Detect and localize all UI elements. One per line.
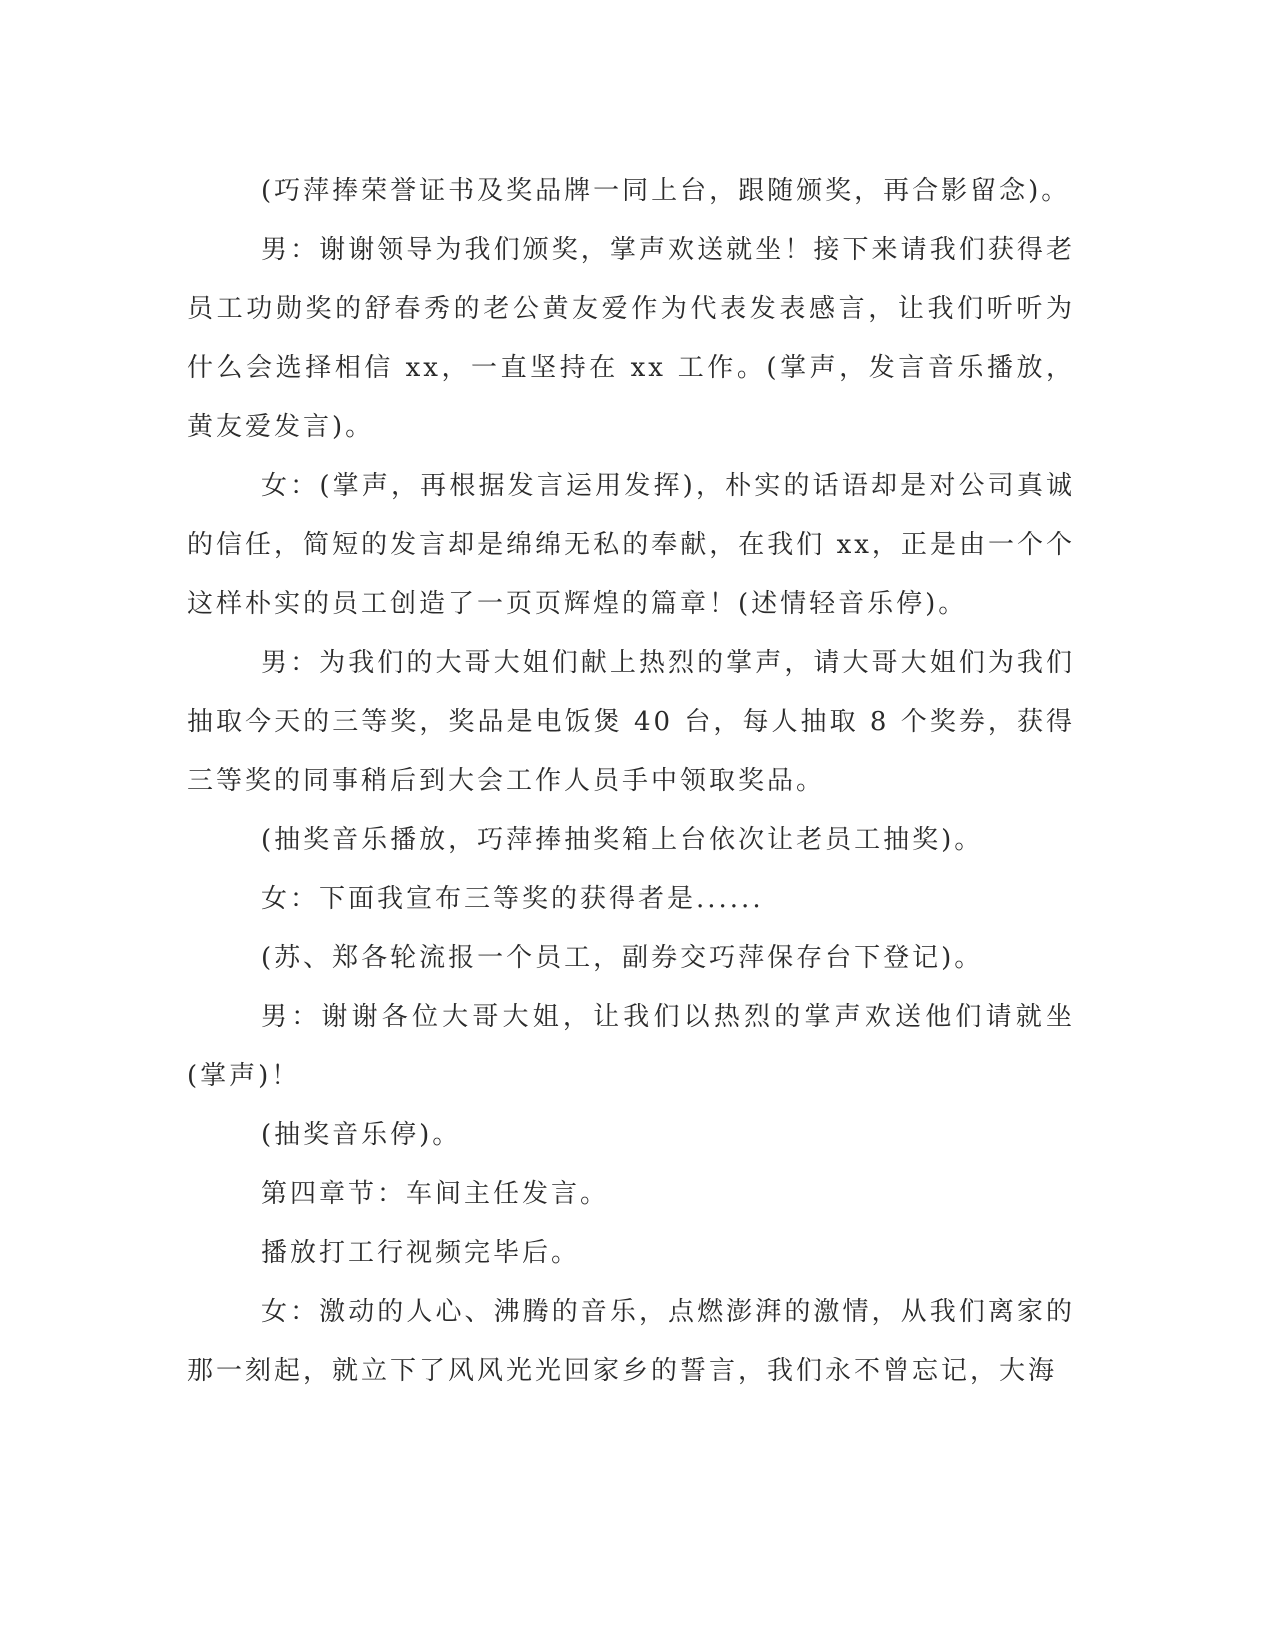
paragraph-male-speech-1: 男：谢谢领导为我们颁奖，掌声欢送就坐！接下来请我们获得老员工功勋奖的舒春秀的老公黄友爱作为代表发表感言，让我们听听为什么会选择相信 xx，一直坚持在 xx 工作。(掌声，发言音乐播放，黄友爱发言)。 — [187, 235, 1075, 442]
paragraph-award-photo: (巧萍捧荣誉证书及奖品牌一同上台，跟随颁奖，再合影留念)。 — [261, 176, 1071, 206]
paragraph-video: 播放打工行视频完毕后。 — [261, 1238, 581, 1268]
paragraph-register: (苏、郑各轮流报一个员工，副券交巧萍保存台下登记)。 — [261, 943, 984, 973]
paragraph-female-announce: 女：下面我宣布三等奖的获得者是...... — [261, 884, 764, 914]
document-body — [187, 162, 1075, 1401]
paragraph-music-stop: (抽奖音乐停)。 — [261, 1120, 462, 1150]
paragraph-lottery-music: (抽奖音乐播放，巧萍捧抽奖箱上台依次让老员工抽奖)。 — [261, 825, 984, 855]
paragraph-male-thanks: 男：谢谢各位大哥大姐，让我们以热烈的掌声欢送他们请就坐(掌声)！ — [187, 1002, 1075, 1091]
section-heading-chapter-4: 第四章节：车间主任发言。 — [261, 1179, 610, 1209]
paragraph-female-speech-1: 女：(掌声，再根据发言运用发挥)，朴实的话语却是对公司真诚的信任，简短的发言却是绵绵无私的奉献，在我们 xx，正是由一个个这样朴实的员工创造了一页页辉煌的篇章！(述情轻音乐停)。 — [187, 471, 1075, 619]
paragraph-female-speech-2: 女：激动的人心、沸腾的音乐，点燃澎湃的激情，从我们离家的那一刻起，就立下了风风光光回家乡的誓言，我们永不曾忘记，大海 — [187, 1297, 1075, 1386]
paragraph-male-speech-2: 男：为我们的大哥大姐们献上热烈的掌声，请大哥大姐们为我们抽取今天的三等奖，奖品是电饭煲 40 台，每人抽取 8 个奖券，获得三等奖的同事稍后到大会工作人员手中领取奖品。 — [187, 648, 1075, 796]
